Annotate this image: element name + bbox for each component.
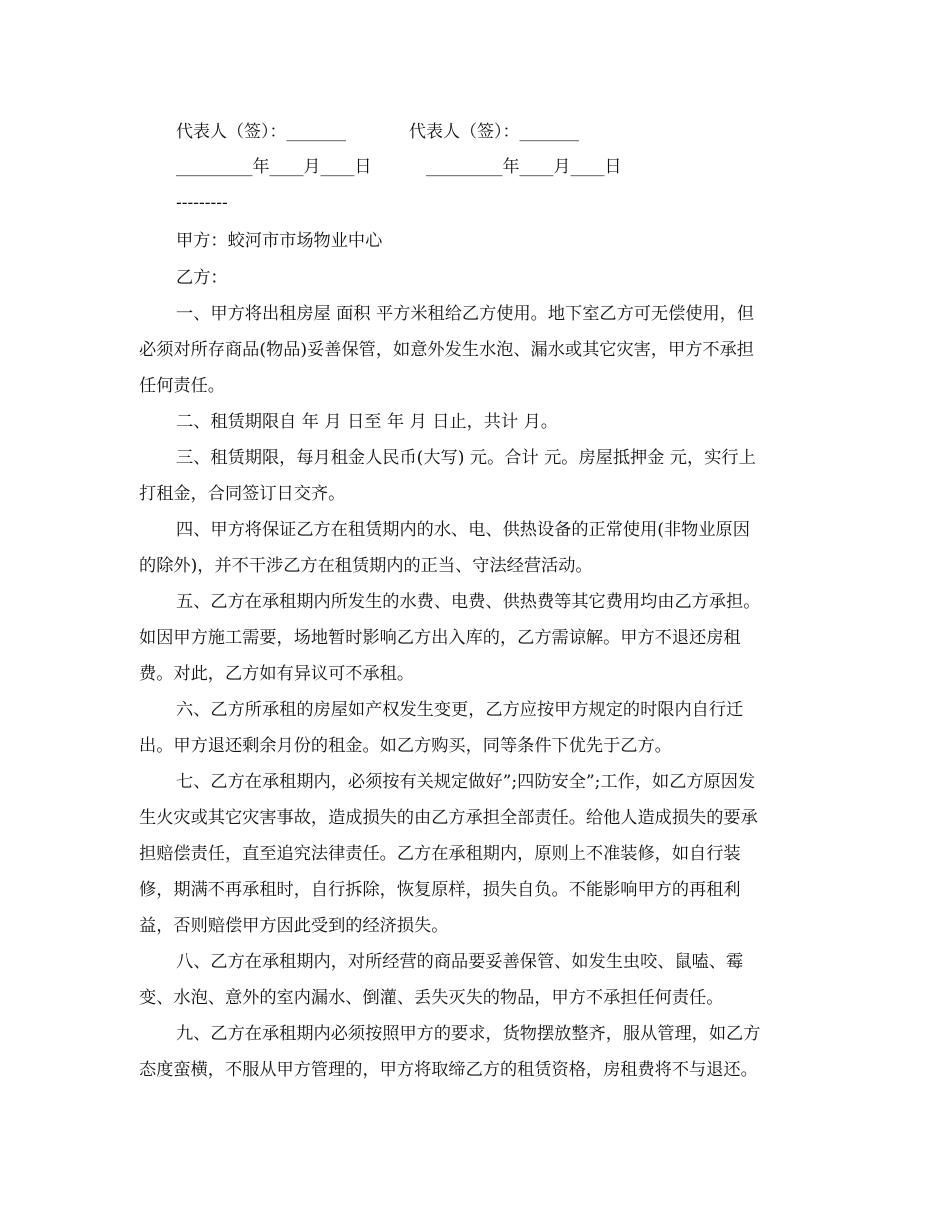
party-a-date: _________年____月____日 [176, 157, 372, 177]
party-a-line: 甲方：蛟河市市场物业中心 [176, 231, 383, 251]
party-b-representative: 代表人（签）：_______ [409, 122, 579, 142]
clause-3-line-1: 三、租赁期限，每月租金人民币(大写) 元。合计 元。房屋抵押金 元，实行上 [176, 448, 756, 468]
clause-7-line-1: 七、乙方在承租期内，必须按有关规定做好”;四防安全”;工作，如乙方原因发 [176, 772, 756, 792]
clause-7-line-5: 益，否则赔偿甲方因此受到的经济损失。 [139, 916, 449, 936]
clause-1-line-2: 必须对所存商品(物品)妥善保管，如意外发生水泡、漏水或其它灾害，甲方不承担 [139, 340, 754, 360]
clause-9-line-1: 九、乙方在承租期内必须按照甲方的要求，货物摆放整齐，服从管理，如乙方 [176, 1024, 761, 1044]
clause-6-line-2: 出。甲方退还剩余月份的租金。如乙方购买，同等条件下优先于乙方。 [139, 736, 672, 756]
clause-5-line-3: 费。对此，乙方如有异议可不承租。 [139, 664, 415, 684]
clause-4-line-1: 四、甲方将保证乙方在租赁期内的水、电、供热设备的正常使用(非物业原因 [176, 520, 750, 540]
clause-9-line-2: 态度蛮横，不服从甲方管理的，甲方将取缔乙方的租赁资格，房租费将不与退还。 [139, 1060, 758, 1080]
clause-6-line-1: 六、乙方所承租的房屋如产权发生变更，乙方应按甲方规定的时限内自行迁 [176, 700, 744, 720]
clause-8-line-1: 八、乙方在承租期内，对所经营的商品要妥善保管、如发生虫咬、鼠嗑、霉 [176, 952, 744, 972]
clause-7-line-3: 担赔偿责任，直至追究法律责任。乙方在承租期内，原则上不准装修，如自行装 [139, 844, 741, 864]
clause-5-line-2: 如因甲方施工需要，场地暂时影响乙方出入库的，乙方需谅解。甲方不退还房租 [139, 628, 741, 648]
clause-8-line-2: 变、水泡、意外的室内漏水、倒灌、丢失灭失的物品，甲方不承担任何责任。 [139, 988, 724, 1008]
party-a-representative: 代表人（签）：_______ [176, 122, 346, 142]
clause-1-line-1: 一、甲方将出租房屋 面积 平方米租给乙方使用。地下室乙方可无偿使用，但 [176, 304, 755, 324]
clause-5-line-1: 五、乙方在承租期内所发生的水费、电费、供热费等其它费用均由乙方承担。 [176, 592, 761, 612]
clause-7-line-2: 生火灾或其它灾害事故，造成损失的由乙方承担全部责任。给他人造成损失的要承 [139, 808, 758, 828]
clause-2-line-1: 二、租赁期限自 年 月 日至 年 月 日止，共计 月。 [176, 412, 558, 432]
clause-7-line-4: 修，期满不再承租时，自行拆除，恢复原样，损失自负。不能影响甲方的再租利 [139, 880, 741, 900]
clause-4-line-2: 的除外)，并不干涉乙方在租赁期内的正当、守法经营活动。 [139, 556, 593, 576]
clause-1-line-3: 任何责任。 [139, 376, 225, 396]
clause-3-line-2: 打租金，合同签订日交齐。 [139, 484, 346, 504]
separator-text: --------- [176, 193, 228, 213]
party-b-date: _________年____月____日 [426, 157, 622, 177]
party-b-line: 乙方： [176, 268, 228, 288]
